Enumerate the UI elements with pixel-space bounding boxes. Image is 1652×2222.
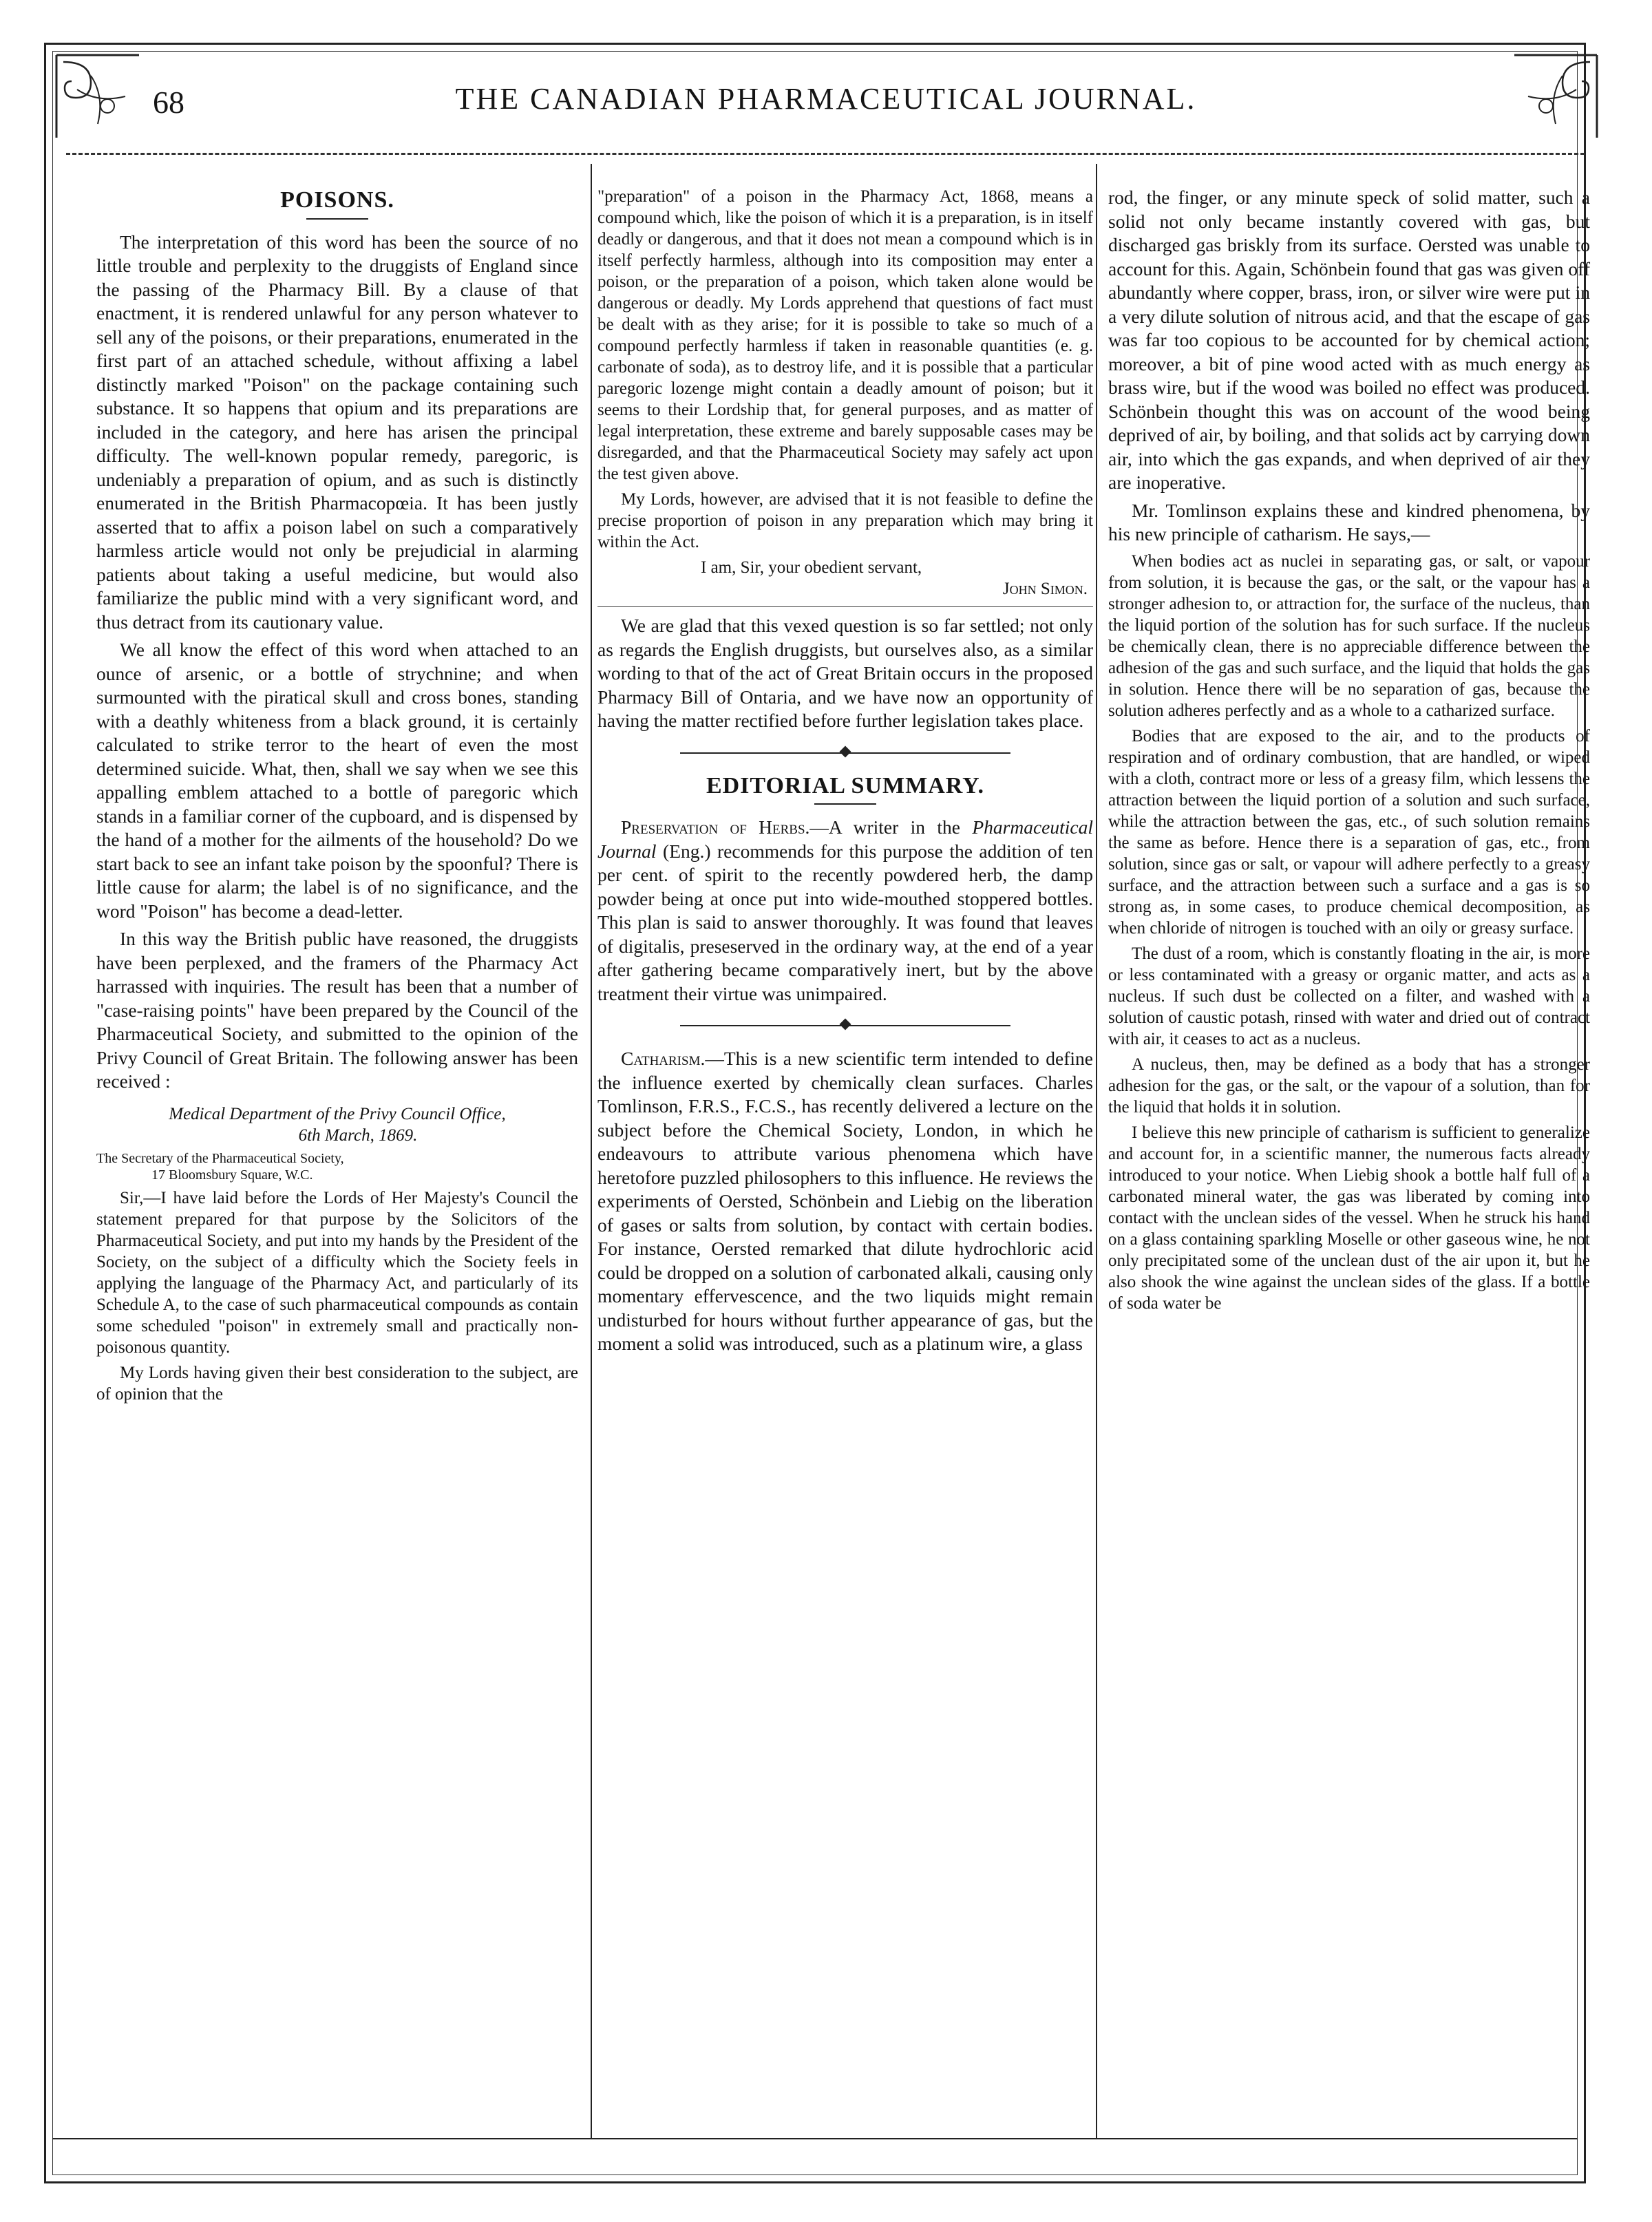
quote-paragraph: A nucleus, then, may be defined as a body that has a stronger adhesion for the gas, or the salt, or the vapour of a solution, than for the liquid that holds it in solution. bbox=[1108, 1055, 1590, 1117]
section-heading-editorial-summary: EDITORIAL SUMMARY. bbox=[706, 772, 985, 798]
paragraph: rod, the finger, or any minute speck of solid matter, such a solid not only became instantly covered with gas, but discharged gas briskly from its surface. Oersted was unable to account for this. Again, Schönbein found that gas was given off abundantly where copper, brass, iron, or silver wire were put in a very dilute solution of nitrous acid, and that the escape of gas was far too copious to be accounted for by chemical action; moreover, a bit of pine wood acted with as much energy as brass wire, but if the wood was boiled no effect was produced. Schönbein thought this was on account of the wood being deprived of air, by boiling, and that solids act by carrying down air, into which the gas expands, and when deprived of air they are inoperative. bbox=[1108, 187, 1590, 493]
quote-paragraph: The dust of a room, which is constantly floating in the air, is more or less contaminated with a greasy or organic matter, and acts as a nucleus. If such dust be collected on a filter, and washed with a solution of caustic potash, rinsed with water and dried out of contract with air, it ceases to act as a nucleus. bbox=[1108, 944, 1590, 1048]
letter-date: 6th March, 1869. bbox=[298, 1125, 418, 1145]
column-rule-1 bbox=[591, 164, 592, 2139]
letter-paragraph: Sir,—I have laid before the Lords of Her Majesty's Council the statement prepared for that purpose by the Solicitors of the Pharmaceutical Society, and put into my hands by the President of the Society, on the subject of a difficulty which the Society feels in applying the language of the Pharmacy Act, and particularly of its Schedule A, to the case of such pharmaceutical compounds as contain some scheduled "poison" in extremely small and practically non-poisonous quantity. bbox=[96, 1188, 578, 1357]
quote-paragraph: I believe this new principle of catharism is sufficient to generalize and account for, in a scientific manner, the numerous facts already introduced to your notice. When Liebig shook a bottle half full of a carbonated mineral water, the gas was liberated by coming into contact with the unclean sides of the vessel. When he struck his hand on a glass containing sparkling Moselle or other gaseous wine, he not only precipitated some of the unclean dust of the air upon it, but he also shook the wine against the unclean sides of the glass. If a bottle of soda water be bbox=[1108, 1123, 1590, 1313]
paragraph: We all know the effect of this word when attached to an ounce of arsenic, or a bottle of strychnine; and when surmounted with the piratical skull and cross bones, standing with a deathly whiteness from a black ground, it is certainly calculated to strike terror to the heart of even the most determined suicide. What, then, shall we say when we see this appalling emblem attached to a bottle of paregoric which stands in a familiar corner of the cupboard, and is dispensed by the hand of a mother for the ailments of the household? Do we start back to see an infant take poison by the spoonful? There is little cause for alarm; the label is of no significance, and the word "Poison" has become a dead-letter. bbox=[96, 639, 578, 922]
quote-paragraph: Bodies that are exposed to the air, and to the products of respiration and of ordinary combustion, that are handled, or wiped with a cloth, contract more or less of a greasy film, which lessens the attraction between the liquid portion of a solution and such surface, while the attraction between the gas, etc., of such solution remains the same as before. Hence there is a separation of gas, etc., from solution, since gas or salt, or vapour will adhere perfectly to a greasy surface, and the attraction between such a surface and a gas is so strong as, in some cases, to produce chemical decomposition, as when chloride of nitrogen is touched with an oily or greasy surface. bbox=[1108, 726, 1590, 938]
header-rule bbox=[66, 153, 1585, 155]
paragraph: We are glad that this vexed question is so far settled; not only as regards the English druggists, but ourselves also, as a similar wording to that of the act of Great Britain occurs in the proposed Pharmacy Bill of Ontaria, and we have now an opportunity of having the matter rectified before further legislation takes place. bbox=[597, 615, 1093, 731]
paragraph: Mr. Tomlinson explains these and kindred phenomena, by his new principle of catharism. He says,— bbox=[1108, 499, 1590, 544]
item-title: Catharism. bbox=[621, 1048, 706, 1069]
journal-title: THE CANADIAN PHARMACEUTICAL JOURNAL. bbox=[455, 82, 1197, 116]
letter-paragraph: My Lords having given their best consideration to the subject, are of opinion that the bbox=[96, 1363, 578, 1404]
quote-paragraph: When bodies act as nuclei in separating gas, or salt, or vapour from solution, it is because the gas, or the salt, or the vapour has a stronger adhesion to, or attraction for, the surface of the nucleus, than the liquid portion of the solution has for such surface. If the nucleus be chemically clean, there is no appreciable difference between the adhesion of the gas and such surface, and the liquid that holds the gas in solution. Hence there will be no separation of gas, because the solution adheres perfectly and as a whole to a catharized surface. bbox=[1108, 551, 1590, 720]
ornamental-separator bbox=[597, 744, 1093, 762]
column-2 bbox=[597, 186, 1093, 1360]
item-title: Preservation of Herbs. bbox=[621, 816, 810, 838]
bottom-rule bbox=[52, 2138, 1578, 2139]
heading-underline bbox=[306, 218, 368, 220]
letter-addressee: The Secretary of the Pharmaceutical Society, bbox=[96, 1150, 344, 1166]
paragraph: The interpretation of this word has been the source of no little trouble and perplexity to the druggists of England since the passing of the Pharmacy Bill. By a clause of that enactment, it is rendered unlawful for any person whatever to sell any of the poisons, or their preparations, enumerated in the first part of an attached schedule, without affixing a label distinctly marked "Poison" on the package containing such substance. It so happens that opium and its preparations are included in the category, and here has arisen the principal difficulty. The well-known popular remedy, paregoric, is undeniably a preparation of opium, and as such is distinctly enumerated in the British Pharmacopœia. It has been justly asserted that to affix a poison label on such a comparatively harmless article would not only be prejudicial in alarming patients about taking a useful medicine, but would also familiarize the public mind with a very significant word, and thus detract from its cautionary value. bbox=[96, 231, 578, 633]
page-number: 68 bbox=[153, 85, 184, 120]
divider bbox=[597, 606, 1093, 607]
heading-underline bbox=[814, 803, 876, 805]
letter-dateline: Medical Department of the Privy Council Office, bbox=[169, 1104, 506, 1123]
text: (Eng.) recommends for this purpose the addition of ten per cent. of spirit to the recently powdered herb, the damp powder being at once put into wide-mouthed stoppered bottles. This plan is said to answer thoroughly. It was found that leaves of digitalis, preseserved in the ordinary way, at the end of a year after gathering became comparatively inert, but by the above treatment their virtue was unimpaired. bbox=[597, 840, 1093, 1004]
text: —A writer in the bbox=[809, 816, 973, 838]
letter-closing: I am, Sir, your obedient servant, bbox=[701, 558, 922, 577]
column-rule-2 bbox=[1096, 164, 1097, 2139]
paragraph-catharism bbox=[597, 1047, 1093, 1356]
letter-paragraph: "preparation" of a poison in the Pharmacy Act, 1868, means a compound which, like the poison of which it is a preparation, is in itself deadly or dangerous, and that it does not mean a compound which is in itself perfectly harmless, although into its composition may enter a poison, or the preparation of a poison, which taken alone would be dangerous or deadly. My Lords apprehend that questions of fact must be dealt with as they arise; for it is possible to take so much of a compound perfectly harmless if taken in reasonable quantities (e. g. carbonate of soda), as to destroy life, and it is possible that a particular paregoric lozenge might contain a deadly amount of poison; but it seems to their Lordship that, for general purposes, and as matter of legal interpretation, these extreme and barely supposable cases may be disregarded, and that the Pharmaceutical Society may safely act upon the test given above. bbox=[597, 187, 1093, 483]
column-3 bbox=[1108, 186, 1590, 1318]
section-heading-poisons: POISONS. bbox=[280, 187, 394, 213]
letter-signature: John Simon. bbox=[1002, 580, 1088, 598]
journal-name: Pharmaceutical Journal bbox=[597, 816, 1093, 862]
paragraph: In this way the British public have reasoned, the druggists have been perplexed, and the framers of the Pharmacy Act harrassed with inquiries. The result has been that a number of "case-raising points" have been prepared by the Council of the Pharmaceutical Society, and submitted to the opinion of the Privy Council of Great Britain. The following answer has been received : bbox=[96, 928, 578, 1092]
letter-paragraph: My Lords, however, are advised that it is not feasible to define the precise proportion of poison in any preparation which may bring it within the Act. bbox=[597, 490, 1093, 551]
running-header bbox=[69, 81, 1583, 136]
paragraph-herbs bbox=[597, 816, 1093, 1006]
ornamental-separator bbox=[597, 1017, 1093, 1035]
letter-address: 17 Bloomsbury Square, W.C. bbox=[151, 1167, 313, 1183]
text: —This is a new scientific term intended to define the influence exerted by chemically clean surfaces. Charles Tomlinson, F.R.S., F.C.S., has recently delivered a lecture on the subject before the Chemical Society, London, in which he endeavours to attribute various phenomena which have heretofore puzzled philosophers to this influence. He reviews the experiments of Oersted, Schönbein and Liebig on the liberation of gases or salts from solution, by contact with certain bodies. For instance, Oersted remarked that dilute hydrochloric acid could be dropped on a solution of carbonated alkali, causing only momentary effervescence, and the two liquids might remain undisturbed for hours without further appearance of gas, but the moment a solid was introduced, such as a platinum wire, a glass bbox=[597, 1048, 1093, 1354]
column-1 bbox=[96, 186, 578, 1409]
